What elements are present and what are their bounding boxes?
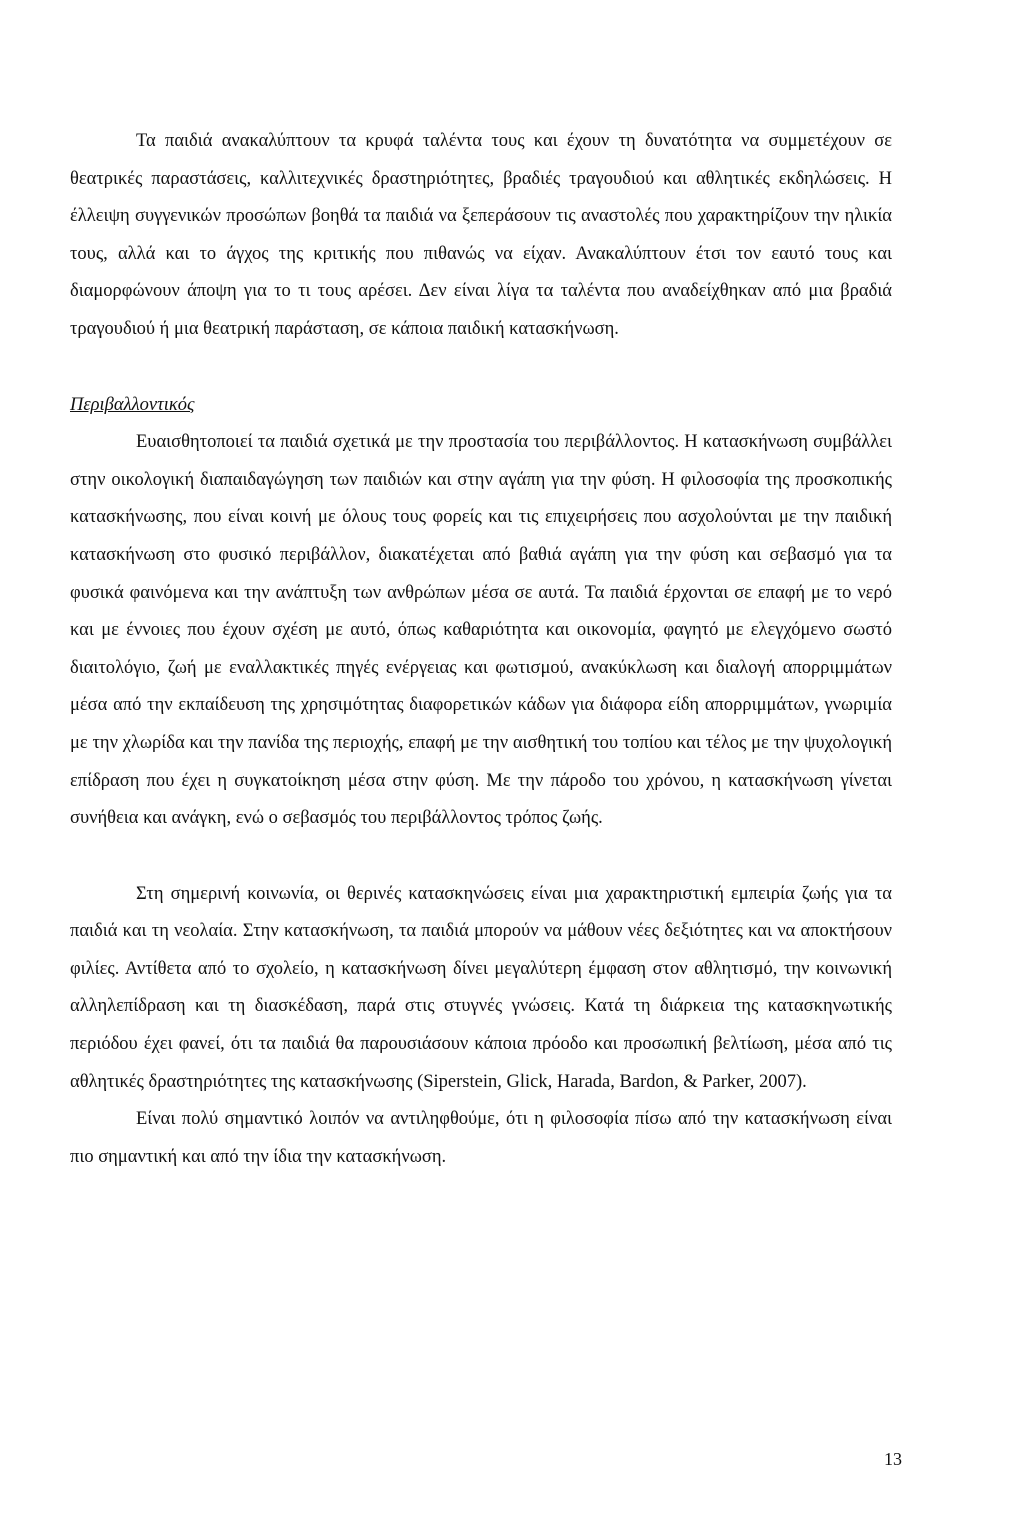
page-number: 13 bbox=[884, 1449, 902, 1469]
paragraph-conclusion: Είναι πολύ σημαντικό λοιπόν να αντιληφθούμε, ότι η φιλοσοφία πίσω από την κατασκήνωση είναι πιο σημαντική και από την ίδια την κατασκήνωση. bbox=[70, 1109, 892, 1167]
paragraph-environmental: Ευαισθητοποιεί τα παιδιά σχετικά με την προστασία του περιβάλλοντος. Η κατασκήνωση συμβάλλει στην οικολογική διαπαιδαγώγηση των παιδιών και στην αγάπη για την φύση. Η φιλοσοφία της προσκοπικής κατασκήνωσης, που είναι κοινή με όλους τους φορείς και τις επιχειρήσεις που ασχολούνται με την παιδική κατασκήνωση στο φυσικό περιβάλλον, διακατέχεται από βαθιά αγάπη για την φύση και σεβασμό για τα φυσικά φαινόμενα και την ανάπτυξη των ανθρώπων μέσα σε αυτά. Τα παιδιά έρχονται σε επαφή με το νερό και με έννοιες που έχουν σχέση με αυτό, όπως καθαριότητα και οικονομία, φαγητό με ελεγχόμενο σωστό διαιτολόγιο, ζωή με εναλλακτικές πηγές ενέργειας και φωτισμού, ανακύκλωση και διαλογή απορριμμάτων μέσα από την εκπαίδευση της χρησιμότητας διαφορετικών κάδων για διάφορα είδη απορριμμάτων, γνωριμία με την χλωρίδα και την πανίδα της περιοχής, επαφή με την αισθητική του τοπίου και τέλος με την ψυχολογική επίδραση που έχει η συγκατοίκηση μέσα στην φύση. Με την πάροδο του χρόνου, η κατασκήνωση γίνεται συνήθεια και ανάγκη, ενώ ο σεβασμός του περιβάλλοντος τρόπος ζωής. bbox=[70, 432, 892, 829]
document-body bbox=[70, 123, 892, 1176]
section-heading-environmental: Περιβαλλοντικός bbox=[70, 394, 195, 415]
paragraph-talents: Τα παιδιά ανακαλύπτουν τα κρυφά ταλέντα τους και έχουν τη δυνατότητα να συμμετέχουν σε θεατρικές παραστάσεις, καλλιτεχνικές δραστηριότητες, βραδιές τραγουδιού και αθλητικές εκδηλώσεις. Η έλλειψη συγγενικών προσώπων βοηθά τα παιδιά να ξεπεράσουν τις αναστολές που χαρακτηρίζουν την ηλικία τους, αλλά και το άγχος της κριτικής που πιθανώς να είχαν. Ανακαλύπτουν έτσι τον εαυτό τους και διαμορφώνουν άποψη για το τι τους αρέσει. Δεν είναι λίγα τα ταλέντα που αναδείχθηκαν από μια βραδιά τραγουδιού ή μια θεατρική παράσταση, σε κάποια παιδική κατασκήνωση. bbox=[70, 131, 892, 339]
paragraph-modern-society: Στη σημερινή κοινωνία, οι θερινές κατασκηνώσεις είναι μια χαρακτηριστική εμπειρία ζωής για τα παιδιά και τη νεολαία. Στην κατασκήνωση, τα παιδιά μπορούν να μάθουν νέες δεξιότητες και να αποκτήσουν φιλίες. Αντίθετα από το σχολείο, η κατασκήνωση δίνει μεγαλύτερη έμφαση στον αθλητισμό, την κοινωνική αλληλεπίδραση και τη διασκέδαση, παρά στις στυγνές γνώσεις. Κατά τη διάρκεια της κατασκηνωτικής περιόδου έχει φανεί, ότι τα παιδιά θα παρουσιάσουν κάποια πρόοδο και προσωπική βελτίωση, μέσα από τις αθλητικές δραστηριότητες της κατασκήνωσης (Siperstein, Glick, Harada, Bardon, & Parker, 2007). bbox=[70, 883, 892, 1092]
